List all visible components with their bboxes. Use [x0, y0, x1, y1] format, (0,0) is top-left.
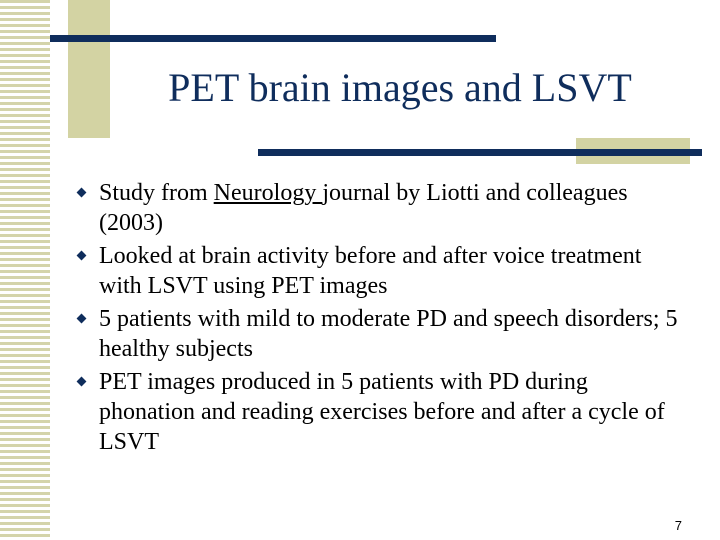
page-number: 7	[674, 518, 682, 533]
bullet-text-before: Study from	[99, 180, 214, 206]
decorative-stripe-band	[0, 0, 50, 540]
decorative-navy-line-bottom	[258, 149, 702, 156]
bullet-item	[78, 178, 678, 238]
journal-name: Neurology	[213, 180, 323, 206]
diamond-bullet-icon	[77, 314, 87, 324]
bullet-list	[78, 178, 678, 460]
decorative-olive-block-top	[68, 0, 110, 138]
bullet-text: PET images produced in 5 patients with PD during phonation and reading exercises before and after a cycle of LSVT	[99, 369, 665, 455]
bullet-text: 5 patients with mild to moderate PD and speech disorders; 5 healthy subjects	[99, 306, 678, 362]
diamond-bullet-icon	[77, 377, 87, 387]
bullet-text: Looked at brain activity before and after voice treatment with LSVT using PET images	[99, 243, 642, 299]
diamond-bullet-icon	[77, 251, 87, 261]
diamond-bullet-icon	[77, 188, 87, 198]
slide-title: PET brain images and LSVT	[168, 65, 632, 110]
bullet-item	[78, 367, 678, 457]
decorative-navy-line-top	[50, 35, 496, 42]
bullet-item	[78, 241, 678, 301]
bullet-text-after: journal by Liotti and colleagues (2003)	[99, 180, 628, 236]
bullet-item	[78, 304, 678, 364]
